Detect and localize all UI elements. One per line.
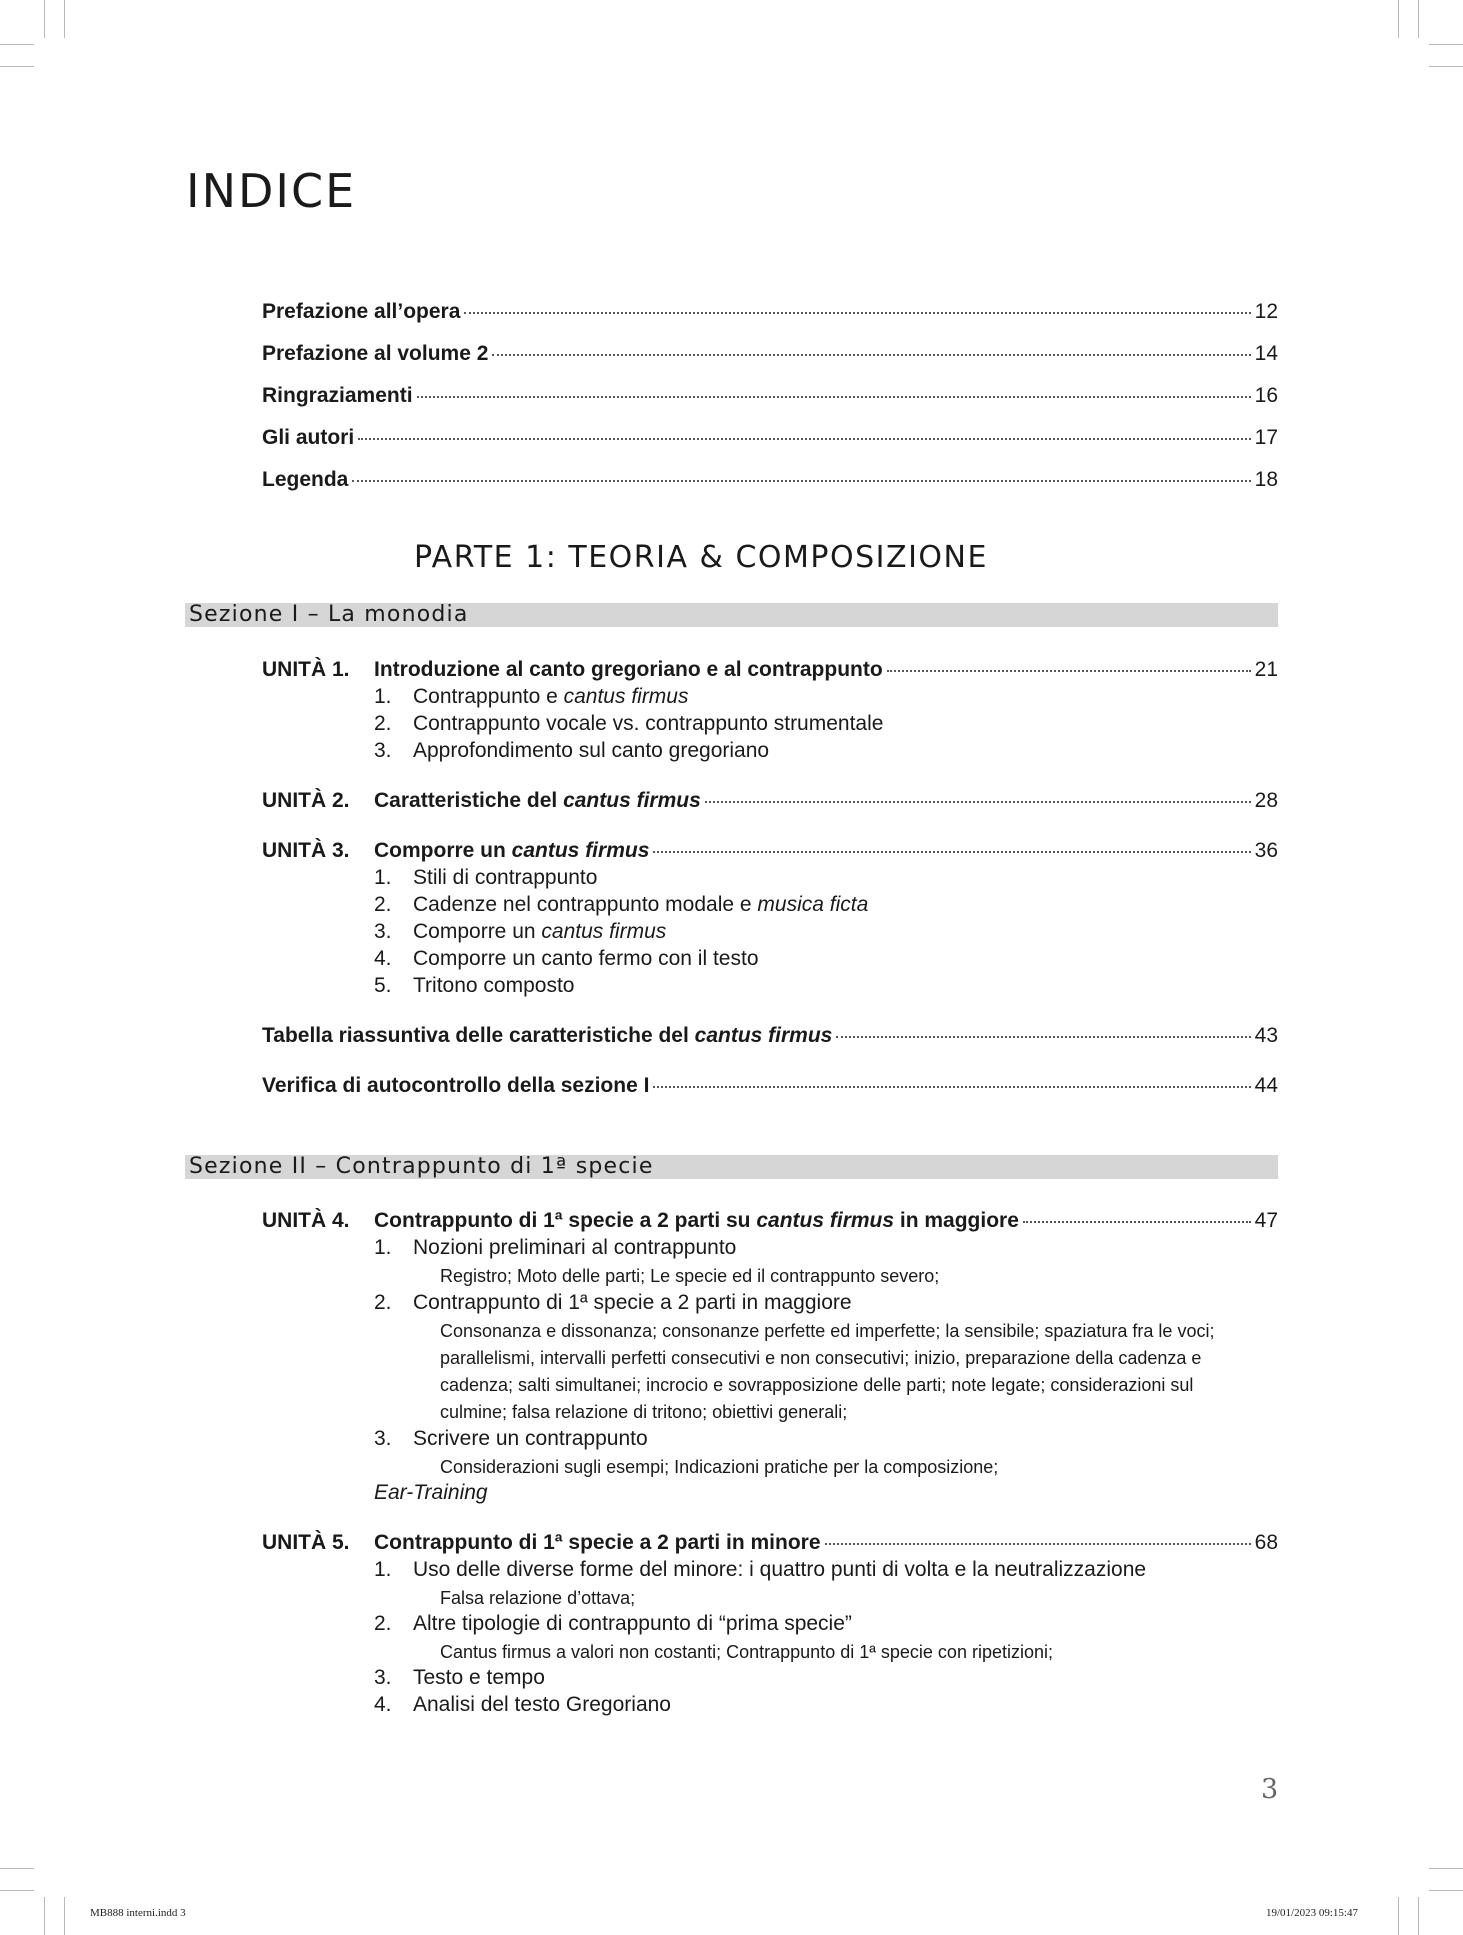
unit-label: UNITÀ 1. <box>262 658 350 681</box>
crop-mark <box>0 44 34 45</box>
toc-entry-label: Prefazione all’opera <box>262 300 461 323</box>
subtopic: Ear-Training <box>374 1481 488 1504</box>
toc-page-number: 16 <box>1254 384 1278 407</box>
unit-label: UNITÀ 2. <box>262 789 350 812</box>
section-header: Sezione II – Contrappunto di 1ª specie <box>185 1155 1278 1179</box>
dot-leader <box>492 354 1250 356</box>
subtopic: 2. Contrappunto di 1ª specie a 2 parti in maggiore <box>374 1291 852 1314</box>
unit-label: UNITÀ 3. <box>262 839 350 862</box>
dot-leader <box>887 670 1251 672</box>
crop-mark <box>1429 1890 1463 1891</box>
toc-entry-label: Tabella riassuntiva delle caratteristiche del cantus firmus <box>262 1024 833 1047</box>
toc-entry[interactable] <box>262 384 1278 408</box>
unit-title[interactable] <box>374 658 1278 682</box>
toc-entry[interactable] <box>262 1074 1278 1098</box>
subtopic: 3. Approfondimento sul canto gregoriano <box>374 739 770 762</box>
dot-leader <box>825 1543 1251 1545</box>
dot-leader <box>836 1036 1250 1038</box>
toc-page-number: 36 <box>1254 839 1278 862</box>
subtopic-detail: Considerazioni sugli esempi; Indicazioni pratiche per la composizione; <box>440 1457 999 1477</box>
subtopic-detail: Consonanza e dissonanza; consonanze perfette ed imperfette; la sensibile; spaziatura fra le voci; parallelismi, intervalli perfetti consecutivi e non consecutivi; inizio, preparazione della cadenza e cadenza; salti simultanei; incrocio e sovrapposizione delle parti; note legate; considerazioni sul culmine; falsa relazione di tritono; obiettivi generali; <box>440 1321 1215 1422</box>
toc-entry[interactable] <box>262 426 1278 450</box>
crop-mark <box>1429 1868 1463 1869</box>
toc-page-number: 28 <box>1254 789 1278 812</box>
page-number: 3 <box>1261 1774 1279 1805</box>
subtopic: 1. Uso delle diverse forme del minore: i quattro punti di volta e la neutralizzazione <box>374 1558 1147 1581</box>
section-header: Sezione I – La monodia <box>185 603 1278 627</box>
toc-entry[interactable] <box>262 342 1278 366</box>
crop-mark <box>0 1868 34 1869</box>
toc-page-number: 43 <box>1254 1024 1278 1047</box>
crop-mark <box>1418 1897 1419 1935</box>
crop-mark <box>1418 0 1419 38</box>
toc-entry[interactable] <box>262 300 1278 324</box>
subtopic: 1. Contrappunto e cantus firmus <box>374 685 689 708</box>
dot-leader <box>352 480 1250 482</box>
subtopic: 5. Tritono composto <box>374 974 575 997</box>
crop-mark <box>1429 66 1463 67</box>
crop-mark <box>0 1890 34 1891</box>
toc-page-number: 14 <box>1254 342 1278 365</box>
dot-leader <box>358 438 1250 440</box>
slug-filename: MB888 interni.indd 3 <box>90 1907 186 1919</box>
part-title: PARTE 1: TEORIA & COMPOSIZIONE <box>414 540 988 575</box>
crop-mark <box>1398 1897 1399 1935</box>
unit-title-text: Caratteristiche del cantus firmus <box>374 789 701 812</box>
dot-leader <box>464 312 1250 314</box>
slug-timestamp: 19/01/2023 09:15:47 <box>1266 1907 1358 1919</box>
subtopic: 3. Comporre un cantus firmus <box>374 920 667 943</box>
subtopic-detail: Falsa relazione d’ottava; <box>440 1588 636 1608</box>
subtopic: 2. Cadenze nel contrappunto modale e musica ficta <box>374 893 869 916</box>
crop-mark <box>44 0 45 38</box>
subtopic: 4. Comporre un canto fermo con il testo <box>374 947 759 970</box>
crop-mark <box>1429 44 1463 45</box>
unit-label: UNITÀ 4. <box>262 1209 350 1232</box>
crop-mark <box>0 66 34 67</box>
toc-entry-label: Gli autori <box>262 426 355 449</box>
subtopic: 4. Analisi del testo Gregoriano <box>374 1693 671 1716</box>
dot-leader <box>705 801 1251 803</box>
crop-mark <box>64 0 65 38</box>
toc-page-number: 12 <box>1254 300 1278 323</box>
toc-page-number: 17 <box>1254 426 1278 449</box>
crop-mark <box>64 1897 65 1935</box>
unit-label: UNITÀ 5. <box>262 1531 350 1554</box>
toc-entry[interactable] <box>262 1024 1278 1048</box>
dot-leader <box>653 1086 1250 1088</box>
unit-title[interactable] <box>374 839 1278 863</box>
subtopic: 3. Scrivere un contrappunto <box>374 1427 648 1450</box>
subtopic: 2. Altre tipologie di contrappunto di “prima specie” <box>374 1612 852 1635</box>
toc-entry[interactable] <box>262 468 1278 492</box>
subtopic: 1. Nozioni preliminari al contrappunto <box>374 1236 737 1259</box>
toc-page-number: 68 <box>1254 1531 1278 1554</box>
subtopic-detail: Cantus firmus a valori non costanti; Contrappunto di 1ª specie con ripetizioni; <box>440 1642 1053 1662</box>
unit-title-text: Comporre un cantus firmus <box>374 839 650 862</box>
crop-mark <box>44 1897 45 1935</box>
page-title: INDICE <box>186 164 357 218</box>
toc-entry-label: Verifica di autocontrollo della sezione I <box>262 1074 650 1097</box>
dot-leader <box>417 396 1251 398</box>
toc-entry-label: Legenda <box>262 468 349 491</box>
subtopic: 2. Contrappunto vocale vs. contrappunto strumentale <box>374 712 884 735</box>
toc-entry-label: Ringraziamenti <box>262 384 413 407</box>
toc-page-number: 47 <box>1254 1209 1278 1232</box>
unit-title[interactable] <box>374 1209 1278 1233</box>
dot-leader <box>653 851 1250 853</box>
toc-page-number: 18 <box>1254 468 1278 491</box>
toc-entry-label: Prefazione al volume 2 <box>262 342 489 365</box>
unit-title-text: Introduzione al canto gregoriano e al contrappunto <box>374 658 883 681</box>
dot-leader <box>1023 1221 1251 1223</box>
toc-page-number: 21 <box>1254 658 1278 681</box>
unit-title-text: Contrappunto di 1ª specie a 2 parti in minore <box>374 1531 821 1554</box>
subtopic: 3. Testo e tempo <box>374 1666 545 1689</box>
crop-mark <box>1398 0 1399 38</box>
unit-title[interactable] <box>374 789 1278 813</box>
subtopic-detail: Registro; Moto delle parti; Le specie ed il contrappunto severo; <box>440 1266 940 1286</box>
unit-title-text: Contrappunto di 1ª specie a 2 parti su cantus firmus in maggiore <box>374 1209 1019 1232</box>
subtopic: 1. Stili di contrappunto <box>374 866 598 889</box>
unit-title[interactable] <box>374 1531 1278 1555</box>
toc-page-number: 44 <box>1254 1074 1278 1097</box>
